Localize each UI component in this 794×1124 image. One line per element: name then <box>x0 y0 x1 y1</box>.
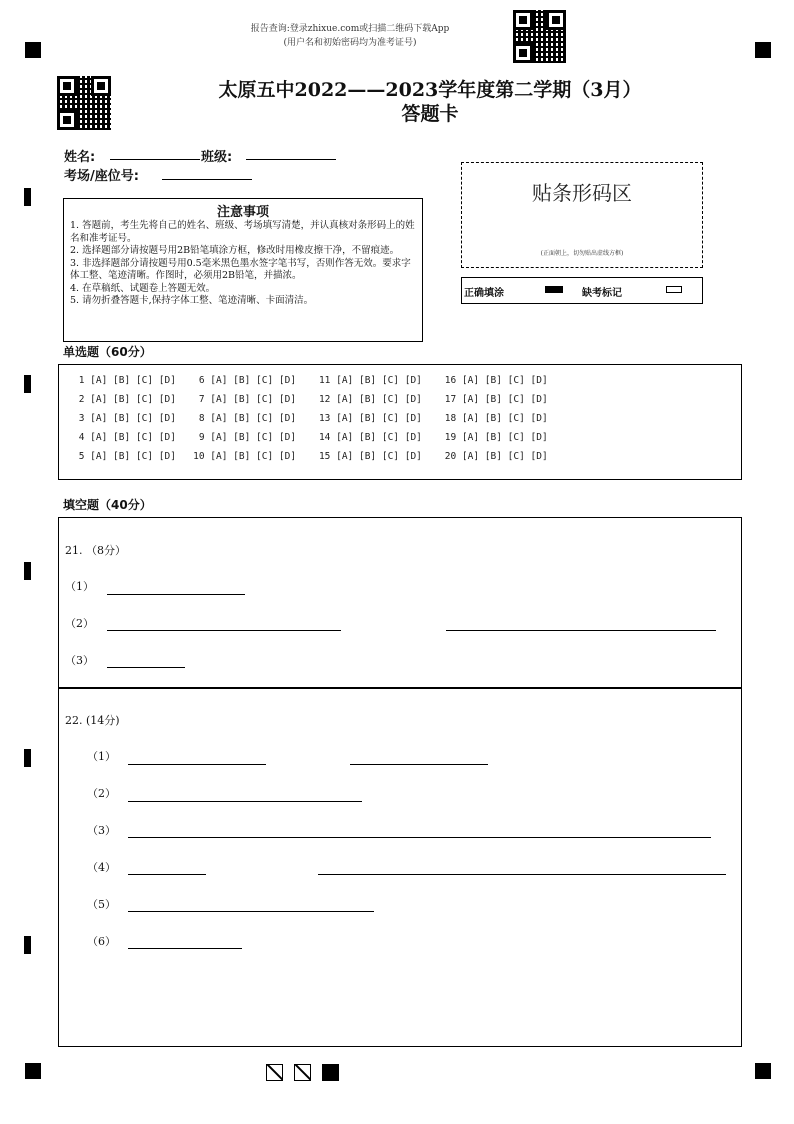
q22-part3-answer[interactable] <box>128 837 711 838</box>
name-field[interactable] <box>110 159 200 160</box>
correct-fill-sample <box>545 286 563 293</box>
q22-part5-answer[interactable] <box>128 911 374 912</box>
choice-row[interactable]: 4 [A] [B] [C] [D] 9 [A] [B] [C] [D] 14 [A] [B] [C] [D] 19 [A] [B] [C] [D] <box>73 432 548 443</box>
corner-mark-top-left <box>25 42 41 58</box>
timing-mark <box>24 749 31 767</box>
barcode-area <box>461 162 703 268</box>
fill-legend <box>461 277 703 304</box>
corner-mark-bottom-right <box>755 1063 771 1079</box>
seat-field[interactable] <box>162 179 252 180</box>
page-code-box <box>322 1064 339 1081</box>
absent-label: 缺考标记 <box>582 288 622 299</box>
report-info-line1: 报告查询:登录zhixue.com或扫描二维码下载App <box>250 24 450 34</box>
title-line2: 答题卡 <box>401 103 459 125</box>
choice-row[interactable]: 2 [A] [B] [C] [D] 7 [A] [B] [C] [D] 12 [A] [B] [C] [D] 17 [A] [B] [C] [D] <box>73 394 548 405</box>
question-21-box <box>58 517 742 689</box>
q22-part1-answer-b[interactable] <box>350 764 488 765</box>
notice-item: 3. 非选择题部分请按题号用0.5毫米黑色墨水签字笔书写，否则作答无效。要求字体工整、笔迹清晰。作图时，必须用2B铅笔，并描浓。 <box>70 257 411 281</box>
q22-part4-answer-a[interactable] <box>128 874 206 875</box>
notice-box <box>63 198 423 342</box>
page-title <box>130 78 730 126</box>
barcode-title: 贴条形码区 <box>532 181 632 205</box>
absent-checkbox[interactable] <box>666 286 682 293</box>
q22-part4-label: （4） <box>87 861 116 874</box>
q22-part6-label: （6） <box>87 935 116 948</box>
q21-part3-answer[interactable] <box>107 667 185 668</box>
notice-body <box>64 220 422 308</box>
q22-part5-label: （5） <box>87 898 116 911</box>
notice-item: 5. 请勿折叠答题卡,保持字体工整、笔迹清晰、卡面清洁。 <box>70 295 314 306</box>
single-choice-box <box>58 364 742 480</box>
choice-row[interactable]: 5 [A] [B] [C] [D] 10 [A] [B] [C] [D] 15 [A] [B] [C] [D] 20 [A] [B] [C] [D] <box>73 451 548 462</box>
corner-mark-bottom-left <box>25 1063 41 1079</box>
q22-part6-answer[interactable] <box>128 948 242 949</box>
correct-fill-label: 正确填涂 <box>464 288 504 299</box>
timing-mark <box>24 188 31 206</box>
report-info <box>200 22 500 50</box>
notice-title: 注意事项 <box>216 205 269 220</box>
notice-item: 2. 选择题部分请按题号用2B铅笔填涂方框，修改时用橡皮擦干净，不留痕迹。 <box>70 245 400 256</box>
q21-part2-answer-a[interactable] <box>107 630 341 631</box>
barcode-note: (正面朝上，切勿贴出虚线方框) <box>540 250 624 257</box>
title-line1: 太原五中2022——2023学年度第二学期（3月） <box>218 79 642 101</box>
class-field[interactable] <box>246 159 336 160</box>
q22-part2-label: （2） <box>87 787 116 800</box>
seat-label: 考场/座位号: <box>64 169 139 184</box>
q21-part1-label: （1） <box>65 580 94 593</box>
app-qr-code <box>513 10 566 63</box>
timing-mark <box>24 936 31 954</box>
q22-part1-label: （1） <box>87 750 116 763</box>
single-choice-title: 单选题（60分） <box>63 345 152 359</box>
q22-part4-answer-b[interactable] <box>318 874 726 875</box>
q22-heading: 22. (14分) <box>65 714 120 727</box>
q21-part2-label: （2） <box>65 617 94 630</box>
q21-part2-answer-b[interactable] <box>446 630 716 631</box>
name-label: 姓名: <box>64 150 96 165</box>
choice-row[interactable]: 1 [A] [B] [C] [D] 6 [A] [B] [C] [D] 11 [A] [B] [C] [D] 16 [A] [B] [C] [D] <box>73 375 548 386</box>
class-label: 班级: <box>201 150 233 165</box>
report-info-line2: (用户名和初始密码均为准考证号) <box>283 38 417 48</box>
notice-item: 1. 答题前，考生先将自己的姓名、班级、考场填写清楚，并认真核对条形码上的姓名和准考证号。 <box>70 220 415 244</box>
question-22-box <box>58 687 742 1047</box>
q21-part1-answer[interactable] <box>107 594 245 595</box>
notice-item: 4. 在草稿纸、试题卷上答题无效。 <box>70 282 216 294</box>
choice-row[interactable]: 3 [A] [B] [C] [D] 8 [A] [B] [C] [D] 13 [A] [B] [C] [D] 18 [A] [B] [C] [D] <box>73 413 548 424</box>
timing-mark <box>24 375 31 393</box>
corner-mark-top-right <box>755 42 771 58</box>
q22-part3-label: （3） <box>87 824 116 837</box>
timing-mark <box>24 562 31 580</box>
q21-part3-label: （3） <box>65 654 94 667</box>
page-code-box <box>266 1064 283 1081</box>
fill-blank-title: 填空题（40分） <box>63 498 152 512</box>
q22-part1-answer-a[interactable] <box>128 764 266 765</box>
page-code-box <box>294 1064 311 1081</box>
q22-part2-answer[interactable] <box>128 801 362 802</box>
q21-heading: 21. （8分） <box>65 544 126 557</box>
student-qr-code <box>57 76 111 130</box>
